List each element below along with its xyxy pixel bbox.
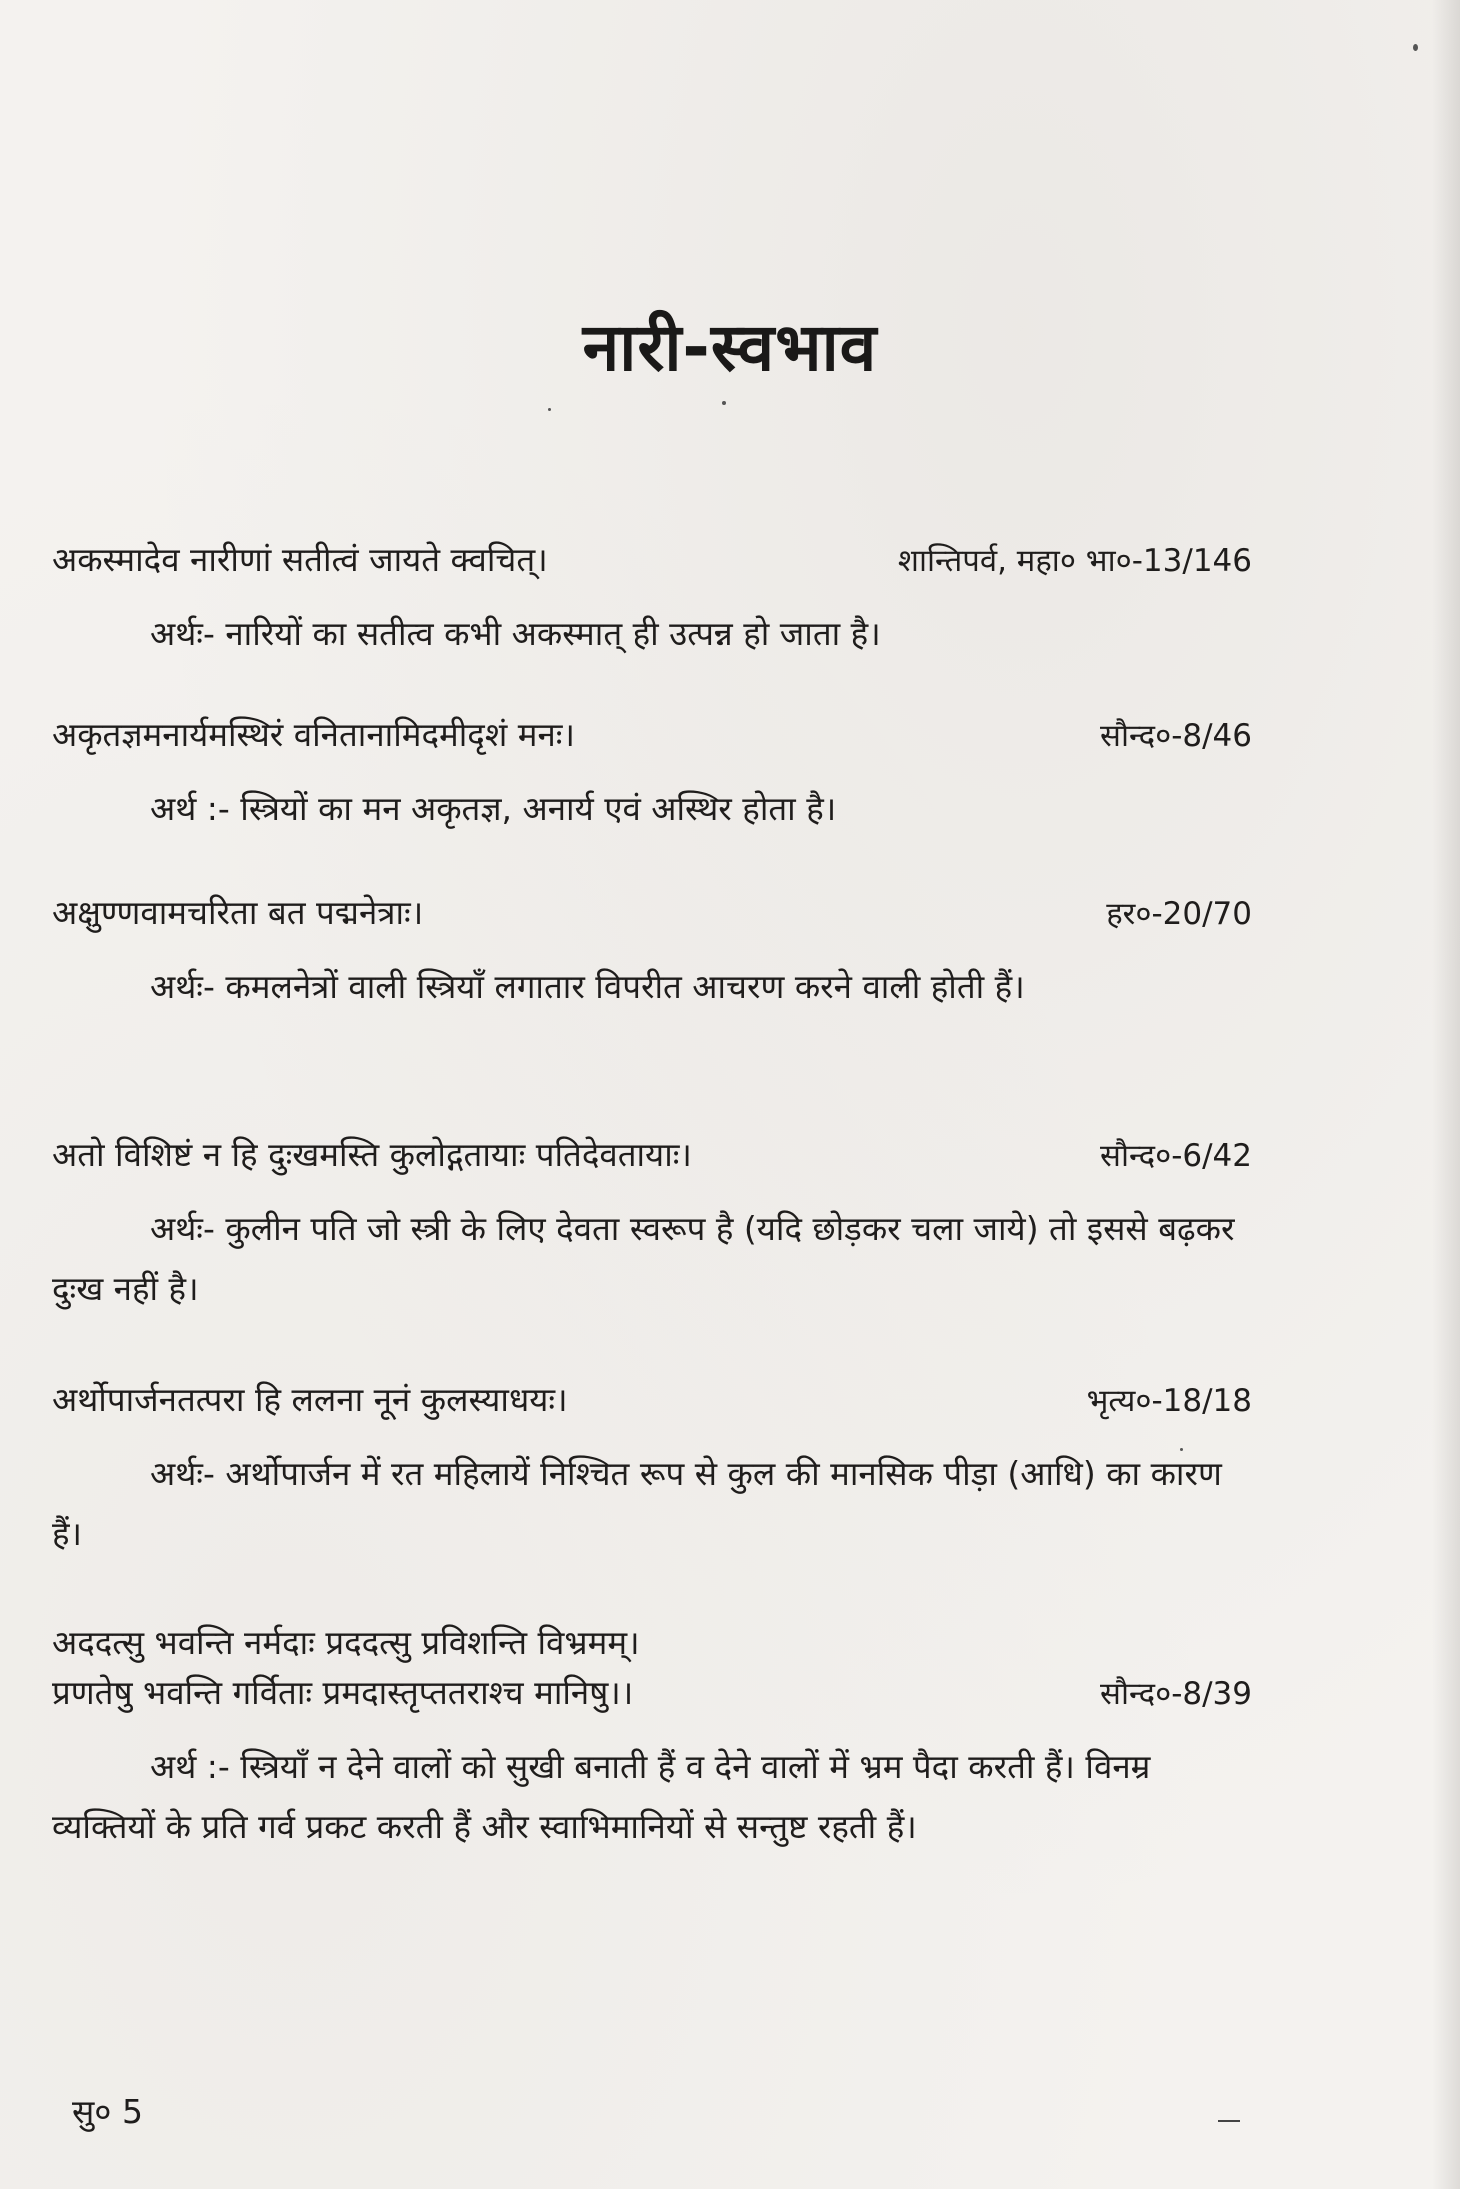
verse-text: अक्षुण्णवामचरिता बत पद्मनेत्राः।: [52, 893, 424, 932]
verse-line-1: [52, 1618, 1252, 1668]
verse-line: [52, 1130, 1252, 1181]
verse-line: [52, 888, 1252, 939]
meaning-text: अर्थः- नारियों का सतीत्व कभी अकस्मात् ही उत्पन्न हो जाता है।: [150, 614, 881, 653]
verse-line: [52, 1375, 1252, 1426]
meaning-text: अर्थः- कुलीन पति जो स्त्री के लिए देवता स्वरूप है (यदि छोड़कर चला जाये) तो इससे बढ़कर दुःख नहीं है।: [52, 1209, 1235, 1308]
verse-line: [52, 535, 1252, 586]
verse-source: सौन्द०-8/39: [1100, 1676, 1252, 1712]
verse-text: अकस्मादेव नारीणां सतीत्वं जायते क्वचित्।: [52, 540, 548, 579]
verse-text: अर्थोपार्जनतत्परा हि ललना नूनं कुलस्याधयः।: [52, 1380, 568, 1419]
entry: [52, 888, 1252, 1017]
entry: [52, 535, 1252, 664]
page-title: नारी-स्वभाव: [582, 309, 878, 386]
meaning-text: अर्थ :- स्त्रियों का मन अकृतज्ञ, अनार्य एवं अस्थिर होता है।: [150, 789, 837, 828]
meaning-text: अर्थ :- स्त्रियाँ न देने वालों को सुखी बनाती हैं व देने वालों में भ्रम पैदा करती हैं। विनम्र व्यक्तियों के प्रति गर्व प्रकट करती हैं और स्वाभिमानियों से सन्तुष्ट रहती हैं।: [52, 1747, 1151, 1846]
verse-source: शान्तिपर्व, महा० भा०-13/146: [897, 543, 1252, 579]
entry: [52, 1375, 1252, 1564]
verse-source: सौन्द०-8/46: [1100, 718, 1252, 754]
meaning-text: अर्थः- अर्थोपार्जन में रत महिलायें निश्चित रूप से कुल की मानसिक पीड़ा (आधि) का कारण हैं।: [52, 1454, 1222, 1553]
meaning-text: अर्थः- कमलनेत्रों वाली स्त्रियाँ लगातार विपरीत आचरण करने वाली होती हैं।: [150, 967, 1025, 1006]
entry: [52, 1130, 1252, 1319]
verse-source: हर०-20/70: [1106, 896, 1252, 932]
verse-text: अददत्सु भवन्ति नर्मदाः प्रददत्सु प्रविशन्ति विभ्रमम्।: [52, 1623, 640, 1662]
verse-source: सौन्द०-6/42: [1100, 1138, 1252, 1174]
verse-line-2: [52, 1668, 1252, 1719]
entry: [52, 710, 1252, 839]
verse-text: अतो विशिष्टं न हि दुःखमस्ति कुलोद्गतायाः पतिदेवतायाः।: [52, 1135, 692, 1174]
paper-speck: [1413, 44, 1418, 51]
paper-speck: [722, 401, 726, 405]
page-footer-signature: सु० 5: [72, 2092, 143, 2131]
verse-source: भृत्य०-18/18: [1086, 1383, 1252, 1419]
entry: [52, 1618, 1252, 1857]
verse-line: [52, 710, 1252, 761]
paper-speck: [1180, 1448, 1183, 1451]
verse-text: प्रणतेषु भवन्ति गर्विताः प्रमदास्तृप्ततराश्च मानिषु।।: [52, 1673, 634, 1712]
paper-speck: [548, 408, 551, 411]
verse-text: अकृतज्ञमनार्यमस्थिरं वनितानामिदमीदृशं मनः।: [52, 715, 575, 754]
decorative-dash: [1218, 2120, 1240, 2122]
